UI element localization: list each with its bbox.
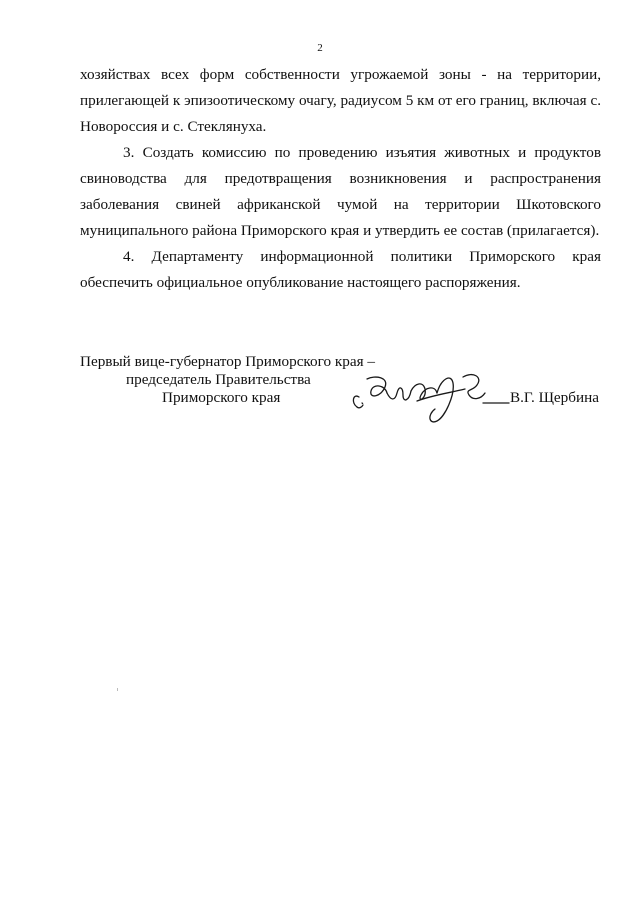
handwritten-signature (345, 365, 510, 425)
signatory-title-line-2: председатель Правительства (126, 371, 311, 388)
signatory-title-line-1: Первый вице-губернатор Приморского края – (80, 353, 375, 370)
paragraph-item-4: 4. Департаменту информационной политики Приморского края обеспечить официальное опубликование настоящего распоряжения. (80, 248, 601, 291)
paragraph-continuation: хозяйствах всех форм собственности угрожаемой зоны - на территории, прилегающей к эпизоотическому очагу, радиусом 5 км от его границ, включая с. Новороссия и с. Стеклянуха. (80, 66, 601, 135)
scan-speck (117, 688, 118, 691)
signatory-name: В.Г. Щербина (510, 389, 599, 406)
signatory-title-line-3: Приморского края (162, 389, 281, 406)
document-body (80, 62, 601, 296)
paragraph-item-3: 3. Создать комиссию по проведению изъятия животных и продуктов свиноводства для предотвращения возникновения и распространения заболевания свиней африканской чумой на территории Шкотовского муниципального района Приморского края и утвердить ее состав (прилагается). (80, 144, 601, 239)
page-number: 2 (317, 42, 323, 54)
signatory-title (80, 353, 375, 407)
